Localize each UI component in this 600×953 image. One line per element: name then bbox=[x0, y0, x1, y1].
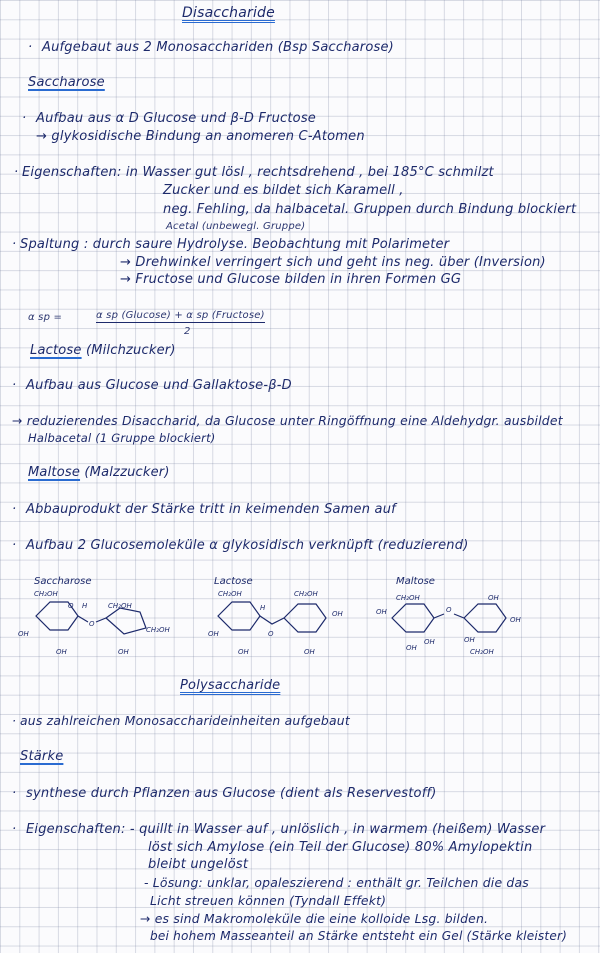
saccharose-fructose-ring bbox=[106, 608, 146, 634]
saccharose-bridge-o: O bbox=[89, 620, 95, 628]
maltose-structure-line: · Aufbau 2 Glucosemoleküle α glykosidisch verknüpft (reduzierend) bbox=[12, 538, 469, 553]
saccharose-ch2oh-1: CH₂OH bbox=[34, 590, 58, 598]
saccharose-ring-o-1: O bbox=[68, 602, 74, 610]
saccharose-acetal-note: Acetal (unbewegl. Gruppe) bbox=[166, 221, 306, 232]
saccharose-cleavage-line-2: → Drehwinkel verringert sich und geht ins neg. über (Inversion) bbox=[120, 255, 546, 270]
maltose-structure-label: Maltose bbox=[396, 576, 435, 587]
saccharose-structure-label: Saccharose bbox=[34, 576, 92, 587]
lactose-oh-1: OH bbox=[208, 630, 219, 638]
lactose-ring-1 bbox=[218, 602, 260, 630]
staerke-gel-line: bei hohem Masseanteil an Stärke entsteht ein Gel (Stärke kleister) bbox=[150, 929, 568, 943]
maltose-origin-line: · Abbauprodukt der Stärke tritt in keimenden Samen auf bbox=[12, 502, 396, 517]
formula-numerator: α sp (Glucose) + α sp (Fructose) bbox=[96, 310, 265, 321]
staerke-synthesis-line: · synthese durch Pflanzen aus Glucose (dient als Reservestoff) bbox=[12, 786, 437, 801]
lactose-heading: Lactose bbox=[30, 343, 82, 358]
staerke-heading: Stärke bbox=[20, 749, 64, 764]
polysaccharide-intro-line: · aus zahlreichen Monosaccharideinheiten aufgebaut bbox=[12, 713, 350, 728]
staerke-properties-line: · Eigenschaften: - quillt in Wasser auf , unlöslich , in warmem (heißem) Wasser bbox=[12, 822, 546, 837]
maltose-glycosidic-bond bbox=[434, 614, 464, 618]
saccharose-oh-3: OH bbox=[118, 648, 129, 656]
saccharose-oh-1: OH bbox=[18, 630, 29, 638]
saccharose-heading: Saccharose bbox=[28, 75, 105, 90]
lactose-halbacetal-line: Halbacetal (1 Gruppe blockiert) bbox=[28, 431, 216, 445]
saccharose-h: H bbox=[82, 602, 88, 610]
page-title: Disaccharide bbox=[182, 5, 275, 21]
lactose-ch2oh-2: CH₂OH bbox=[294, 590, 318, 598]
maltose-oh-5: OH bbox=[488, 594, 499, 602]
saccharose-properties-line: · Eigenschaften: in Wasser gut lösl , rechtsdrehend , bei 185°C schmilzt bbox=[14, 165, 494, 180]
saccharose-ch2oh-2: CH₂OH bbox=[108, 602, 132, 610]
saccharose-ch2oh-3: CH₂OH bbox=[146, 626, 170, 634]
maltose-oh-2: OH bbox=[406, 644, 417, 652]
lactose-heading-note: (Milchzucker) bbox=[85, 343, 176, 358]
saccharose-properties-line-2: Zucker und es bildet sich Karamell , bbox=[163, 183, 404, 198]
maltose-oh-4: OH bbox=[510, 616, 521, 624]
maltose-bridge-o: O bbox=[446, 606, 452, 614]
maltose-ring-2 bbox=[464, 604, 506, 632]
lactose-oh-4: OH bbox=[304, 648, 315, 656]
saccharose-structure-line: · Aufbau aus α D Glucose und β-D Fructose bbox=[22, 111, 317, 126]
lactose-bridge-o: O bbox=[268, 630, 274, 638]
lactose-h: H bbox=[260, 604, 266, 612]
lactose-reducing-line: → reduzierendes Disaccharid, da Glucose unter Ringöffnung eine Aldehydgr. ausbildet bbox=[12, 413, 563, 428]
maltose-oh-6: OH bbox=[464, 636, 475, 644]
lactose-oh-3: OH bbox=[332, 610, 343, 618]
lactose-ring-2 bbox=[284, 604, 326, 632]
lactose-oh-2: OH bbox=[238, 648, 249, 656]
maltose-oh-3: OH bbox=[424, 638, 435, 646]
saccharose-oh-2: OH bbox=[56, 648, 67, 656]
maltose-ch2oh-2: CH₂OH bbox=[470, 648, 494, 656]
lactose-ch2oh-1: CH₂OH bbox=[218, 590, 242, 598]
saccharose-cleavage-line-3: → Fructose und Glucose bilden in ihren Formen GG bbox=[120, 272, 462, 287]
formula-denominator: 2 bbox=[184, 326, 191, 337]
saccharose-bond-line: → glykosidische Bindung an anomeren C-Atomen bbox=[36, 129, 365, 144]
staerke-properties-line-2: löst sich Amylose (ein Teil der Glucose) 80% Amylopektin bbox=[148, 840, 533, 855]
lactose-structure-line: · Aufbau aus Glucose und Gallaktose-β-D bbox=[12, 378, 292, 393]
maltose-heading: Maltose bbox=[28, 465, 81, 480]
disaccharide-structures bbox=[12, 572, 592, 664]
staerke-solution-line-2: Licht streuen können (Tyndall Effekt) bbox=[150, 893, 387, 908]
saccharose-cleavage-line: · Spaltung : durch saure Hydrolyse. Beobachtung mit Polarimeter bbox=[12, 237, 450, 252]
staerke-properties-line-3: bleibt ungelöst bbox=[148, 857, 249, 872]
maltose-ch2oh-1: CH₂OH bbox=[396, 594, 420, 602]
maltose-ring-1 bbox=[392, 604, 434, 632]
lactose-glycosidic-bond bbox=[260, 616, 284, 624]
intro-line: · Aufgebaut aus 2 Monosacchariden (Bsp Saccharose) bbox=[28, 40, 394, 55]
maltose-heading-row bbox=[28, 465, 170, 480]
lactose-heading-row bbox=[30, 343, 176, 358]
lactose-structure-label: Lactose bbox=[214, 576, 253, 587]
maltose-heading-note: (Malzzucker) bbox=[84, 465, 170, 480]
maltose-oh-1: OH bbox=[376, 608, 387, 616]
polysaccharide-title: Polysaccharide bbox=[180, 678, 281, 693]
saccharose-properties-line-3: neg. Fehling, da halbacetal. Gruppen durch Bindung blockiert bbox=[163, 202, 577, 217]
formula-lhs: α sp = bbox=[28, 312, 63, 323]
staerke-macromolecule-line: → es sind Makromoleküle die eine kolloide Lsg. bilden. bbox=[140, 911, 489, 926]
staerke-solution-line: - Lösung: unklar, opaleszierend : enthält gr. Teilchen die das bbox=[144, 875, 529, 890]
